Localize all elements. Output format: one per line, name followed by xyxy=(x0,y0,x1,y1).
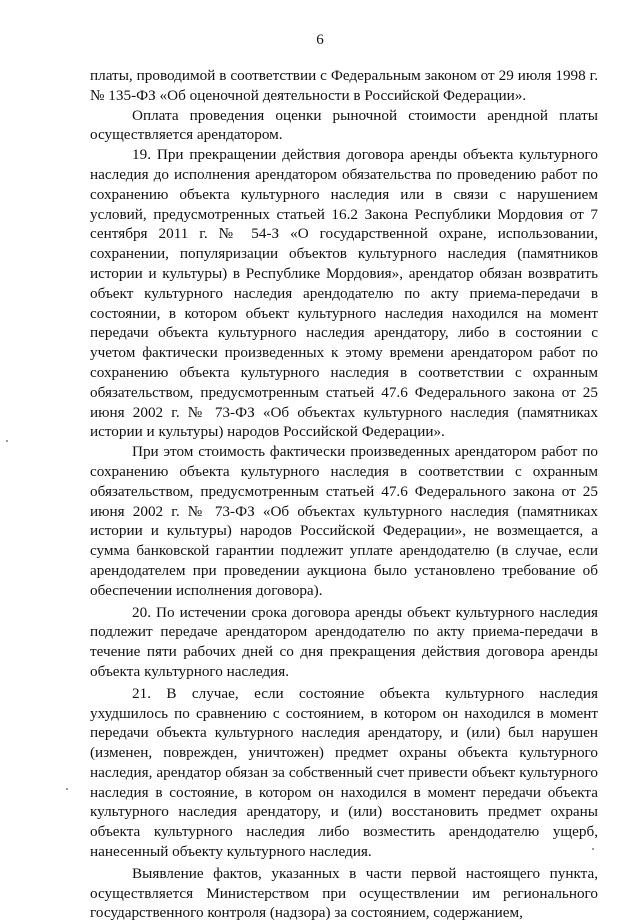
paragraph-clause-21-detection: Выявление фактов, указанных в части первой настоящего пункта, осуществляется Министерством при осуществлении им регионального государственного контроля (надзора) за состоянием, содержанием, xyxy=(90,864,598,922)
paragraph-clause-21: 21. В случае, если состояние объекта культурного наследия ухудшилось по сравнению с состоянием, в котором он находился в момент передачи объекта культурного наследия арендатору, и (или) был нарушен (изменен, поврежден, уничтожен) предмет охраны объекта культурного наследия, арендатор обязан за собственный счет привести объект культурного наследия в состояние, в котором он находился в момент передачи объекта культурного наследия арендатору, и (или) восстановить предмет охраны объекта культурного наследия либо возместить арендодателю ущерб, нанесенный объекту культурного наследия. xyxy=(90,684,598,861)
paragraph-payment-note: Оплата проведения оценки рыночной стоимости арендной платы осуществляется арендатором. xyxy=(90,106,598,144)
paragraph-clause-19-cost: При этом стоимость фактически произведенных арендатором работ по сохранению объекта культурного наследия в соответствии с охранным обязательством, предусмотренным статьей 47.6 Федерального закона от 25 июня 2002 г. № 73-ФЗ «Об объектах культурного наследия (памятниках истории и культуры) народов Российской Федерации», не возмещается, а сумма банковской гарантии подлежит уплате арендодателю (в случае, если арендодателем при проведении аукциона было установлено требование об обеспечении исполнения договора). xyxy=(90,443,598,599)
scan-speck xyxy=(592,848,594,850)
scan-speck xyxy=(66,788,68,790)
page-number: 6 xyxy=(316,32,324,48)
paragraph-clause-20: 20. По истечении срока договора аренды объект культурного наследия подлежит передаче арендатором арендодателю по акту приема-передачи в течение пяти рабочих дней со дня прекращения действия договора аренды объекта культурного наследия. xyxy=(90,603,598,680)
document-body xyxy=(90,66,598,923)
paragraph-clause-19: 19. При прекращении действия договора аренды объекта культурного наследия до исполнения арендатором обязательства по проведению работ по сохранению объекта культурного наследия или в связи с нарушением условий, предусмотренных статьей 16.2 Закона Республики Мордовия от 7 сентября 2011 г. № 54-З «О государственной охране, использовании, сохранении, популяризации объектов культурного наследия (памятников истории и культуры) в Республике Мордовия», арендатор обязан возвратить объект культурного наследия арендодателю по акту приема-передачи в состоянии, в котором объект культурного наследия находился на момент передачи объекта культурного наследия арендатору, либо в состоянии с учетом фактически произведенных к этому времени арендатором работ по сохранению объекта культурного наследия в соответствии с охранным обязательством, предусмотренным статьей 47.6 Федерального закона от 25 июня 2002 г. № 73-ФЗ «Об объектах культурного наследия (памятниках истории и культуры) народов Российской Федерации». xyxy=(90,146,598,441)
paragraph-continuation: платы, проводимой в соответствии с Федеральным законом от 29 июля 1998 г. № 135-ФЗ «Об оценочной деятельности в Российской Федерации». xyxy=(90,67,598,104)
scan-speck xyxy=(6,440,8,442)
